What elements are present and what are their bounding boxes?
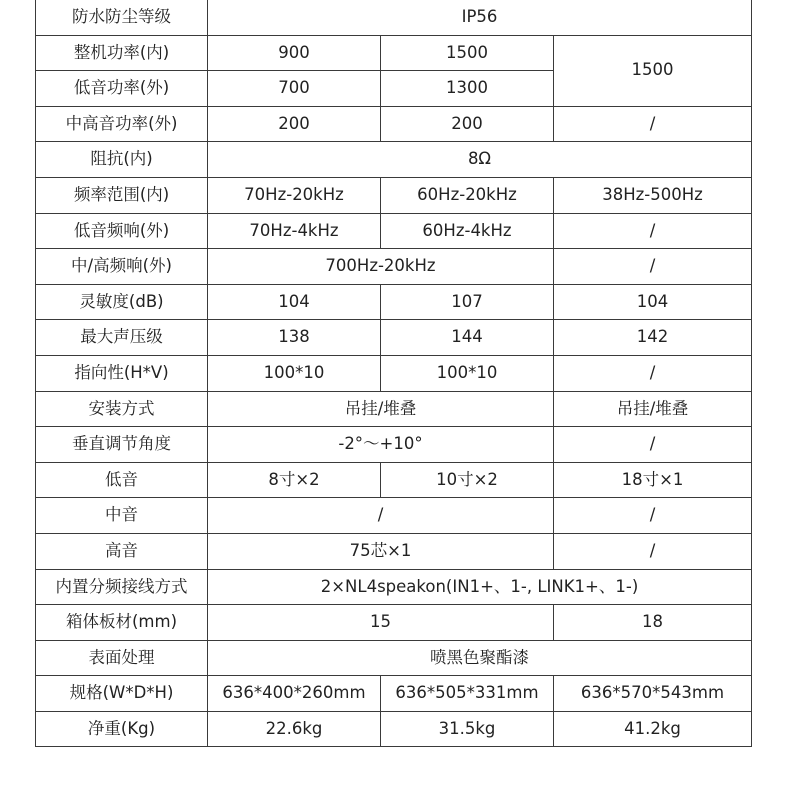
table-cell: / (554, 533, 752, 569)
table-cell: IP56 (208, 0, 752, 35)
spec-table (35, 0, 752, 747)
row-label: 表面处理 (36, 640, 208, 676)
table-cell: 142 (554, 320, 752, 356)
table-cell: 700Hz-20kHz (208, 249, 554, 285)
table-cell: 104 (554, 284, 752, 320)
table-cell: 8Ω (208, 142, 752, 178)
table-cell: 15 (208, 605, 554, 641)
row-label: 低音功率(外) (36, 71, 208, 107)
table-row (36, 569, 752, 605)
table-row (36, 605, 752, 641)
row-label: 内置分频接线方式 (36, 569, 208, 605)
table-row (36, 462, 752, 498)
table-cell: 18寸×1 (554, 462, 752, 498)
row-label: 灵敏度(dB) (36, 284, 208, 320)
table-cell: / (554, 213, 752, 249)
table-cell: 100*10 (208, 355, 381, 391)
table-cell: 22.6kg (208, 711, 381, 747)
table-cell: 100*10 (381, 355, 554, 391)
table-cell: 喷黑色聚酯漆 (208, 640, 752, 676)
row-label: 中高音功率(外) (36, 106, 208, 142)
table-cell: 1300 (381, 71, 554, 107)
table-row (36, 676, 752, 712)
table-cell: 吊挂/堆叠 (554, 391, 752, 427)
table-cell: 200 (208, 106, 381, 142)
table-row (36, 711, 752, 747)
table-cell: 144 (381, 320, 554, 356)
table-cell: 60Hz-20kHz (381, 177, 554, 213)
table-row (36, 498, 752, 534)
table-cell: 38Hz-500Hz (554, 177, 752, 213)
row-label: 安装方式 (36, 391, 208, 427)
table-row (36, 640, 752, 676)
table-cell: 75芯×1 (208, 533, 554, 569)
table-cell: 107 (381, 284, 554, 320)
table-cell: 41.2kg (554, 711, 752, 747)
table-cell: / (554, 249, 752, 285)
table-cell: / (208, 498, 554, 534)
table-row (36, 249, 752, 285)
table-row (36, 320, 752, 356)
row-label: 防水防尘等级 (36, 0, 208, 35)
table-cell: 10寸×2 (381, 462, 554, 498)
table-row (36, 284, 752, 320)
table-cell: 138 (208, 320, 381, 356)
table-cell: / (554, 106, 752, 142)
table-row (36, 142, 752, 178)
table-cell: 31.5kg (381, 711, 554, 747)
table-cell: 1500 (554, 35, 752, 106)
row-label: 阻抗(内) (36, 142, 208, 178)
table-row (36, 106, 752, 142)
table-cell: / (554, 427, 752, 463)
row-label: 最大声压级 (36, 320, 208, 356)
table-row (36, 391, 752, 427)
table-cell: 18 (554, 605, 752, 641)
table-cell: 1500 (381, 35, 554, 71)
row-label: 低音频响(外) (36, 213, 208, 249)
table-cell: 104 (208, 284, 381, 320)
row-label: 指向性(H*V) (36, 355, 208, 391)
row-label: 规格(W*D*H) (36, 676, 208, 712)
table-cell: 60Hz-4kHz (381, 213, 554, 249)
table-cell: 2×NL4speakon(IN1+、1-, LINK1+、1-) (208, 569, 752, 605)
table-cell: 700 (208, 71, 381, 107)
table-cell: 636*570*543mm (554, 676, 752, 712)
row-label: 整机功率(内) (36, 35, 208, 71)
row-label: 高音 (36, 533, 208, 569)
table-cell: 636*400*260mm (208, 676, 381, 712)
row-label: 净重(Kg) (36, 711, 208, 747)
row-label: 中音 (36, 498, 208, 534)
table-row (36, 177, 752, 213)
table-cell: / (554, 355, 752, 391)
row-label: 低音 (36, 462, 208, 498)
row-label: 垂直调节角度 (36, 427, 208, 463)
table-row (36, 533, 752, 569)
table-cell: 200 (381, 106, 554, 142)
table-cell: 吊挂/堆叠 (208, 391, 554, 427)
table-cell: 70Hz-20kHz (208, 177, 381, 213)
row-label: 频率范围(内) (36, 177, 208, 213)
table-row (36, 355, 752, 391)
row-label: 中/高频响(外) (36, 249, 208, 285)
table-row (36, 427, 752, 463)
table-cell: 636*505*331mm (381, 676, 554, 712)
spec-table-body (36, 0, 752, 747)
table-cell: 900 (208, 35, 381, 71)
table-cell: / (554, 498, 752, 534)
table-cell: 70Hz-4kHz (208, 213, 381, 249)
table-cell: -2°～+10° (208, 427, 554, 463)
table-row (36, 213, 752, 249)
table-cell: 8寸×2 (208, 462, 381, 498)
row-label: 箱体板材(mm) (36, 605, 208, 641)
table-row (36, 35, 752, 71)
table-row (36, 0, 752, 35)
